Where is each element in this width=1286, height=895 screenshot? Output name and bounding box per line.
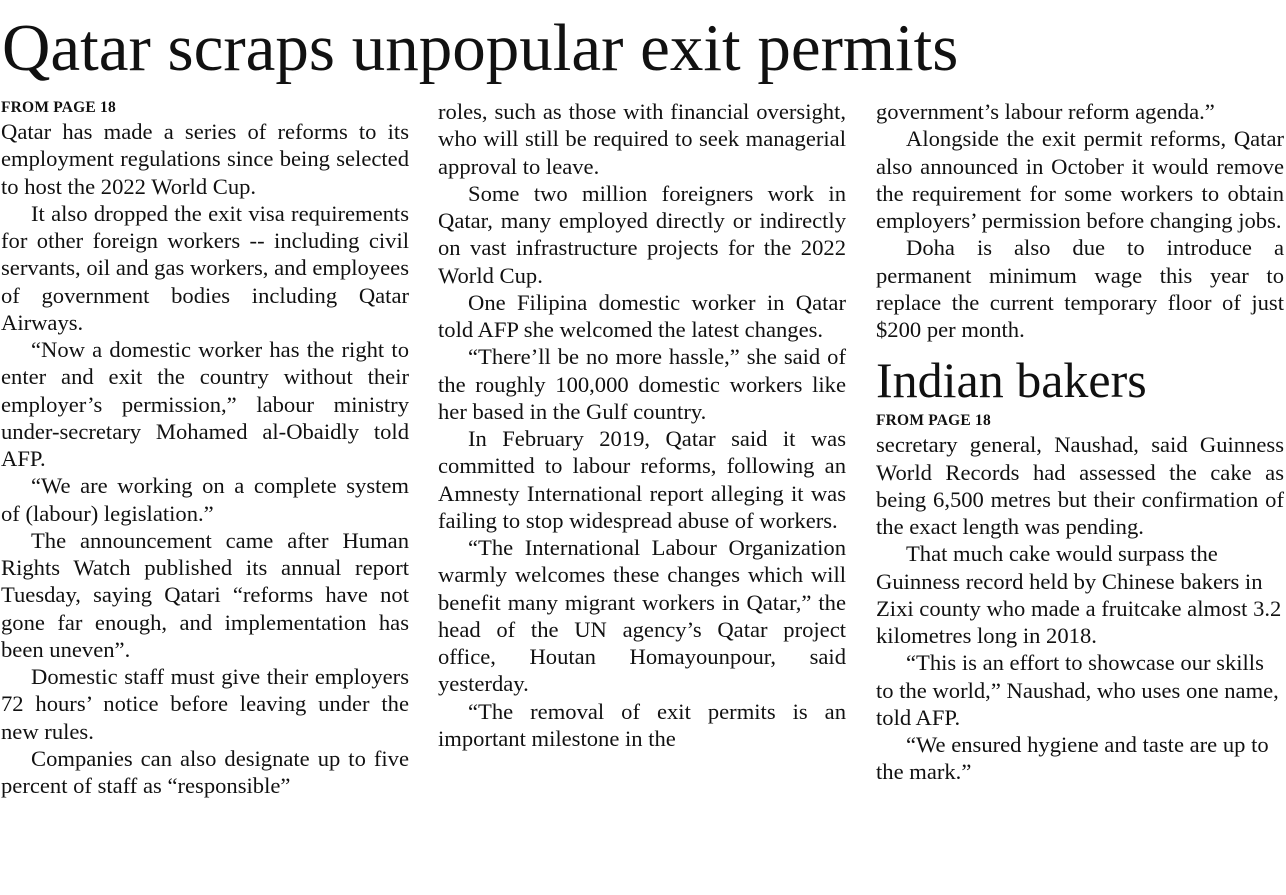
paragraph: In February 2019, Qatar said it was committed to labour reforms, following an Amnesty International report alleging it was failing to stop widespread abuse of workers. bbox=[438, 426, 846, 533]
headline: Qatar scraps unpopular exit permits bbox=[2, 11, 959, 85]
paragraph: Doha is also due to introduce a permanent minimum wage this year to replace the current temporary floor of just $200 per month. bbox=[876, 235, 1284, 342]
column-1 bbox=[1, 98, 409, 799]
paragraph: Companies can also designate up to five percent of staff as “responsible” bbox=[1, 745, 409, 798]
paragraph: Alongside the exit permit reforms, Qatar also announced in October it would remove the requirement for some workers to obtain employers’ permission before changing jobs. bbox=[876, 126, 1284, 233]
paragraph: “Now a domestic worker has the right to enter and exit the country without their employer’s permission,” labour ministry under-secretary Mohamed al-Obaidly told AFP. bbox=[1, 337, 409, 471]
paragraph: “We are working on a complete system of (labour) legislation.” bbox=[1, 473, 409, 526]
paragraph: Qatar has made a series of reforms to its employment regulations since being selected to host the 2022 World Cup. bbox=[1, 119, 409, 199]
paragraph: It also dropped the exit visa requirements for other foreign workers -- including civil servants, oil and gas workers, and employees of government bodies including Qatar Airways. bbox=[1, 200, 409, 335]
jump-line: FROM PAGE 18 bbox=[1, 99, 116, 116]
paragraph: The announcement came after Human Rights Watch published its annual report Tuesday, saying Qatari “reforms have not gone far enough, and implementation has been uneven”. bbox=[1, 527, 409, 662]
paragraph: “This is an effort to showcase our skills to the world,” Naushad, who uses one name, told AFP. bbox=[876, 650, 1279, 730]
jump-line: FROM PAGE 18 bbox=[876, 412, 991, 430]
paragraph: roles, such as those with financial oversight, who will still be required to seek managerial approval to leave. bbox=[438, 99, 846, 179]
paragraph: “The International Labour Organization warmly welcomes these changes which will benefit many migrant workers in Qatar,” the head of the UN agency’s Qatar project office, Houtan Homayounpour, said yesterday. bbox=[438, 535, 846, 697]
paragraph: “There’ll be no more hassle,” she said of the roughly 100,000 domestic workers like her based in the Gulf country. bbox=[438, 344, 846, 424]
paragraph: Some two million foreigners work in Qatar, many employed directly or indirectly on vast infrastructure projects for the 2022 World Cup. bbox=[438, 180, 846, 288]
paragraph: “The removal of exit permits is an important milestone in the bbox=[438, 698, 846, 751]
paragraph: One Filipina domestic worker in Qatar told AFP she welcomed the latest changes. bbox=[438, 289, 846, 342]
paragraph: That much cake would surpass the Guinness record held by Chinese bakers in Zixi county who made a fruitcake almost 3.2 kilometres long in 2018. bbox=[876, 541, 1282, 648]
paragraph: government’s labour reform agenda.” bbox=[876, 99, 1215, 124]
paragraph: “We ensured hygiene and taste are up to the mark.” bbox=[876, 732, 1269, 785]
column-2 bbox=[438, 98, 846, 752]
story-2-headline: Indian bakers bbox=[876, 352, 1147, 409]
paragraph: Domestic staff must give their employers 72 hours’ notice before leaving under the new rules. bbox=[1, 664, 409, 744]
column-3 bbox=[876, 98, 1284, 786]
paragraph: secretary general, Naushad, said Guinness World Records had assessed the cake as being 6,500 metres but their confirmation of the exact length was pending. bbox=[876, 432, 1284, 539]
